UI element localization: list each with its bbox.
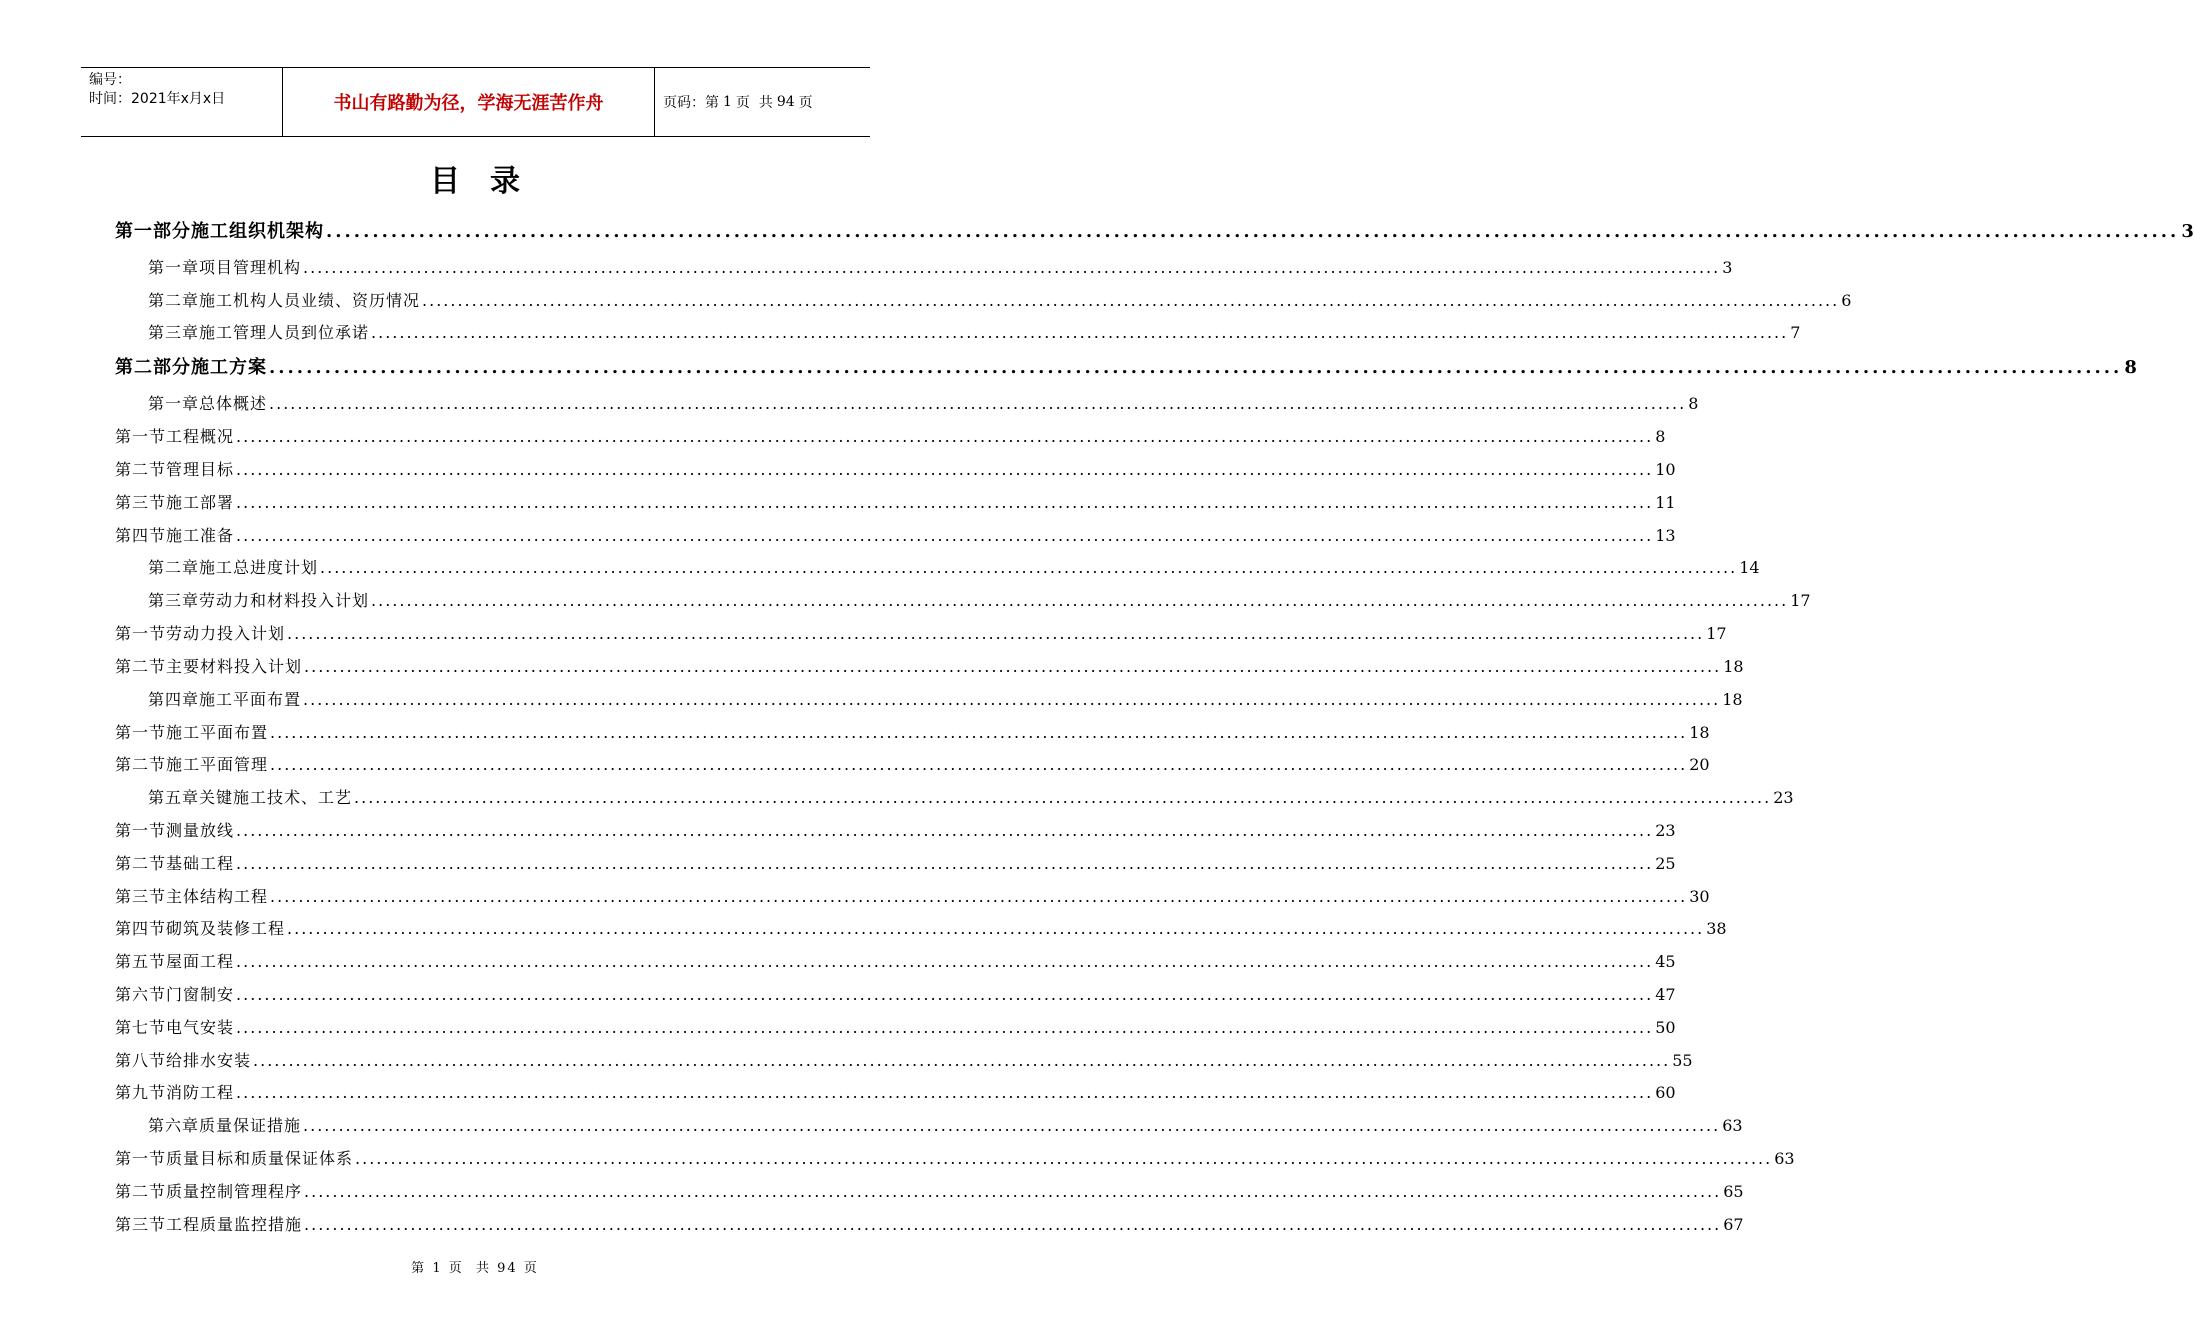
toc-entry-page: 17 xyxy=(1790,591,1811,610)
toc-entry-number: 第六节 xyxy=(115,985,167,1004)
toc-entry[interactable] xyxy=(115,426,1666,448)
toc-dot-leader: ........................................................................................................................................................................................................ xyxy=(422,291,1840,310)
toc-entry[interactable] xyxy=(148,1115,1743,1137)
header-page-total: 94 xyxy=(776,94,795,110)
toc-entry-number: 第二章 xyxy=(148,558,200,577)
toc-entry-title: 工程质量监控措施 xyxy=(166,1215,303,1234)
toc-entry[interactable] xyxy=(115,1214,1744,1236)
toc-entry-number: 第三节 xyxy=(115,1215,167,1234)
toc-entry-title: 管理目标 xyxy=(166,460,235,479)
toc-entry-title: 主体结构工程 xyxy=(166,887,269,906)
toc-entry[interactable] xyxy=(115,918,1727,940)
toc-entry-number: 第四节 xyxy=(115,526,167,545)
toc-entry-page: 63 xyxy=(1722,1116,1743,1135)
toc-entry-title: 消防工程 xyxy=(166,1083,235,1102)
toc-entry-number: 第三章 xyxy=(148,323,200,342)
toc-entry-page: 3 xyxy=(2181,221,2194,242)
toc-entry[interactable] xyxy=(115,886,1710,908)
toc-entry[interactable] xyxy=(148,322,1801,344)
toc-entry[interactable] xyxy=(115,356,2137,380)
toc-entry-number: 第一节 xyxy=(115,427,167,446)
toc-entry-title: 劳动力和材料投入计划 xyxy=(199,591,370,610)
toc-entry-page: 10 xyxy=(1655,460,1676,479)
toc-entry-page: 11 xyxy=(1655,493,1676,512)
page-title: 目录 xyxy=(430,164,550,199)
toc-entry-page: 17 xyxy=(1706,624,1727,643)
toc-entry-number: 第二节 xyxy=(115,1182,167,1201)
toc-entry[interactable] xyxy=(148,787,1794,809)
toc-entry[interactable] xyxy=(115,525,1676,547)
toc-entry[interactable] xyxy=(115,1017,1676,1039)
toc-entry-title: 施工准备 xyxy=(166,526,235,545)
toc-entry[interactable] xyxy=(115,1082,1676,1104)
toc-entry[interactable] xyxy=(115,220,2194,244)
toc-entry[interactable] xyxy=(115,492,1676,514)
toc-entry-number: 第一节 xyxy=(115,1149,167,1168)
toc-entry-number: 第二章 xyxy=(148,291,200,310)
toc-dot-leader: ........................................................................................................................................................................................................ xyxy=(236,821,1654,840)
toc-dot-leader: ........................................................................................................................................................................................................ xyxy=(326,221,2180,242)
toc-entry[interactable] xyxy=(148,290,1852,312)
toc-dot-leader: ........................................................................................................................................................................................................ xyxy=(304,1182,1722,1201)
toc-entry-title: 主要材料投入计划 xyxy=(166,657,303,676)
footer-page-total: 94 xyxy=(497,1261,518,1276)
toc-entry-number: 第一部分 xyxy=(115,221,191,242)
toc-entry-title: 屋面工程 xyxy=(166,952,235,971)
toc-dot-leader: ........................................................................................................................................................................................................ xyxy=(236,854,1654,873)
toc-entry-page: 14 xyxy=(1739,558,1760,577)
toc-entry-page: 45 xyxy=(1655,952,1676,971)
toc-entry-number: 第二节 xyxy=(115,755,167,774)
toc-entry-page: 50 xyxy=(1655,1018,1676,1037)
toc-entry-page: 13 xyxy=(1655,526,1676,545)
toc-entry-number: 第一节 xyxy=(115,821,167,840)
toc-entry[interactable] xyxy=(115,722,1710,744)
toc-dot-leader: ........................................................................................................................................................................................................ xyxy=(371,591,1789,610)
toc-entry-title: 施工平面布置 xyxy=(199,690,302,709)
toc-entry-number: 第五节 xyxy=(115,952,167,971)
toc-entry[interactable] xyxy=(115,820,1676,842)
toc-entry-number: 第二节 xyxy=(115,657,167,676)
toc-entry-number: 第九节 xyxy=(115,1083,167,1102)
document-time: 时间：2021年x月x日 xyxy=(89,91,226,107)
toc-entry-page: 23 xyxy=(1655,821,1676,840)
toc-dot-leader: ........................................................................................................................................................................................................ xyxy=(236,985,1654,1004)
header-page-current: 1 xyxy=(723,94,732,110)
toc-entry-title: 门窗制安 xyxy=(166,985,235,1004)
toc-entry-title: 给排水安装 xyxy=(166,1051,252,1070)
toc-entry-page: 7 xyxy=(1790,323,1801,342)
toc-entry-title: 施工部署 xyxy=(166,493,235,512)
toc-dot-leader: ........................................................................................................................................................................................................ xyxy=(270,723,1688,742)
toc-entry-number: 第二节 xyxy=(115,854,167,873)
toc-entry-page: 3 xyxy=(1722,258,1733,277)
header-motto: 书山有路勤为径，学海无涯苦作舟 xyxy=(282,68,655,136)
toc-entry-page: 18 xyxy=(1722,690,1743,709)
toc-dot-leader: ........................................................................................................................................................................................................ xyxy=(303,690,1721,709)
toc-dot-leader: ........................................................................................................................................................................................................ xyxy=(287,624,1705,643)
toc-entry-title: 电气安装 xyxy=(166,1018,235,1037)
toc-entry-page: 63 xyxy=(1774,1149,1795,1168)
toc-entry-title: 砌筑及装修工程 xyxy=(166,919,286,938)
toc-entry-number: 第四节 xyxy=(115,919,167,938)
toc-entry-number: 第五章 xyxy=(148,788,200,807)
toc-entry-number: 第一章 xyxy=(148,258,200,277)
toc-entry-number: 第一章 xyxy=(148,394,200,413)
toc-dot-leader: ........................................................................................................................................................................................................ xyxy=(269,394,1687,413)
toc-dot-leader: ........................................................................................................................................................................................................ xyxy=(355,1149,1773,1168)
toc-dot-leader: ........................................................................................................................................................................................................ xyxy=(269,357,2123,378)
toc-entry-title: 基础工程 xyxy=(166,854,235,873)
toc-entry[interactable] xyxy=(148,557,1760,579)
footer-page-current: 1 xyxy=(432,1261,443,1276)
toc-entry-number: 第八节 xyxy=(115,1051,167,1070)
toc-entry-page: 23 xyxy=(1773,788,1794,807)
toc-entry-title: 工程概况 xyxy=(166,427,235,446)
footer-prefix: 第 xyxy=(411,1261,427,1276)
toc-entry-title: 质量保证措施 xyxy=(199,1116,302,1135)
toc-dot-leader: ........................................................................................................................................................................................................ xyxy=(236,526,1654,545)
toc-entry[interactable] xyxy=(148,257,1733,279)
toc-entry[interactable] xyxy=(115,1050,1693,1072)
toc-entry-page: 47 xyxy=(1655,985,1676,1004)
toc-entry-page: 8 xyxy=(1688,394,1699,413)
toc-dot-leader: ........................................................................................................................................................................................................ xyxy=(270,887,1688,906)
toc-entry[interactable] xyxy=(148,590,1811,612)
toc-dot-leader: ........................................................................................................................................................................................................ xyxy=(253,1051,1671,1070)
toc-entry-page: 25 xyxy=(1655,854,1676,873)
toc-entry-title: 施工方案 xyxy=(191,357,267,378)
toc-entry-title: 关键施工技术、工艺 xyxy=(199,788,353,807)
toc-entry-number: 第三节 xyxy=(115,887,167,906)
header-page-prefix: 页码：第 xyxy=(663,95,719,111)
toc-entry-page: 18 xyxy=(1723,657,1744,676)
toc-entry[interactable] xyxy=(115,853,1676,875)
page-footer xyxy=(0,1257,950,1276)
toc-dot-leader: ........................................................................................................................................................................................................ xyxy=(236,493,1654,512)
toc-dot-leader: ........................................................................................................................................................................................................ xyxy=(304,657,1722,676)
toc-entry-title: 质量控制管理程序 xyxy=(166,1182,303,1201)
toc-entry-page: 8 xyxy=(1655,427,1666,446)
toc-entry-page: 55 xyxy=(1672,1051,1693,1070)
toc-dot-leader: ........................................................................................................................................................................................................ xyxy=(236,1018,1654,1037)
toc-entry[interactable] xyxy=(148,689,1743,711)
toc-dot-leader: ........................................................................................................................................................................................................ xyxy=(303,1116,1721,1135)
toc-entry-number: 第二节 xyxy=(115,460,167,479)
toc-dot-leader: ........................................................................................................................................................................................................ xyxy=(270,755,1688,774)
toc-entry-title: 施工机构人员业绩、资历情况 xyxy=(199,291,421,310)
toc-entry[interactable] xyxy=(115,1148,1795,1170)
footer-suffix: 页 xyxy=(523,1261,539,1276)
toc-entry-title: 质量目标和质量保证体系 xyxy=(166,1149,354,1168)
toc-dot-leader: ........................................................................................................................................................................................................ xyxy=(287,919,1705,938)
toc-entry-number: 第七节 xyxy=(115,1018,167,1037)
toc-entry[interactable] xyxy=(115,1181,1744,1203)
toc-entry-number: 第三章 xyxy=(148,591,200,610)
toc-dot-leader: ........................................................................................................................................................................................................ xyxy=(354,788,1772,807)
toc-entry[interactable] xyxy=(115,951,1676,973)
toc-dot-leader: ........................................................................................................................................................................................................ xyxy=(304,1215,1722,1234)
toc-entry-page: 60 xyxy=(1655,1083,1676,1102)
toc-entry-title: 施工平面管理 xyxy=(166,755,269,774)
toc-entry-title: 施工管理人员到位承诺 xyxy=(199,323,370,342)
toc-entry-title: 施工总进度计划 xyxy=(199,558,319,577)
toc-entry-number: 第一节 xyxy=(115,624,167,643)
toc-entry[interactable] xyxy=(115,623,1727,645)
toc-dot-leader: ........................................................................................................................................................................................................ xyxy=(236,1083,1654,1102)
toc-entry-page: 38 xyxy=(1706,919,1727,938)
toc-entry-title: 施工组织机架构 xyxy=(191,221,324,242)
toc-entry[interactable] xyxy=(115,984,1676,1006)
toc-dot-leader: ........................................................................................................................................................................................................ xyxy=(236,460,1654,479)
toc-entry-title: 测量放线 xyxy=(166,821,235,840)
toc-entry-title: 总体概述 xyxy=(199,394,268,413)
toc-entry-page: 8 xyxy=(2124,357,2137,378)
toc-dot-leader: ........................................................................................................................................................................................................ xyxy=(236,427,1654,446)
toc-entry-page: 18 xyxy=(1689,723,1710,742)
toc-dot-leader: ........................................................................................................................................................................................................ xyxy=(303,258,1721,277)
toc-entry-number: 第一节 xyxy=(115,723,167,742)
toc-entry[interactable] xyxy=(115,754,1710,776)
toc-entry-page: 20 xyxy=(1689,755,1710,774)
toc-entry-title: 项目管理机构 xyxy=(199,258,302,277)
toc-entry-number: 第六章 xyxy=(148,1116,200,1135)
toc-entry-title: 劳动力投入计划 xyxy=(166,624,286,643)
toc-dot-leader: ........................................................................................................................................................................................................ xyxy=(371,323,1789,342)
toc-entry-page: 67 xyxy=(1723,1215,1744,1234)
footer-page-mid: 页 共 xyxy=(448,1261,491,1276)
toc-entry-number: 第四章 xyxy=(148,690,200,709)
toc-entry-page: 6 xyxy=(1841,291,1852,310)
toc-entry[interactable] xyxy=(115,459,1676,481)
toc-entry[interactable] xyxy=(148,393,1699,415)
header-page-suffix: 页 xyxy=(798,95,813,111)
toc-entry-page: 30 xyxy=(1689,887,1710,906)
toc-dot-leader: ........................................................................................................................................................................................................ xyxy=(236,952,1654,971)
toc-entry-page: 65 xyxy=(1723,1182,1744,1201)
toc-entry-title: 施工平面布置 xyxy=(166,723,269,742)
toc-entry[interactable] xyxy=(115,656,1744,678)
header-page-mid: 页 共 xyxy=(735,95,773,111)
toc-entry-number: 第二部分 xyxy=(115,357,191,378)
document-number-label: 编号： xyxy=(89,72,131,88)
toc-entry-number: 第三节 xyxy=(115,493,167,512)
toc-dot-leader: ........................................................................................................................................................................................................ xyxy=(320,558,1738,577)
